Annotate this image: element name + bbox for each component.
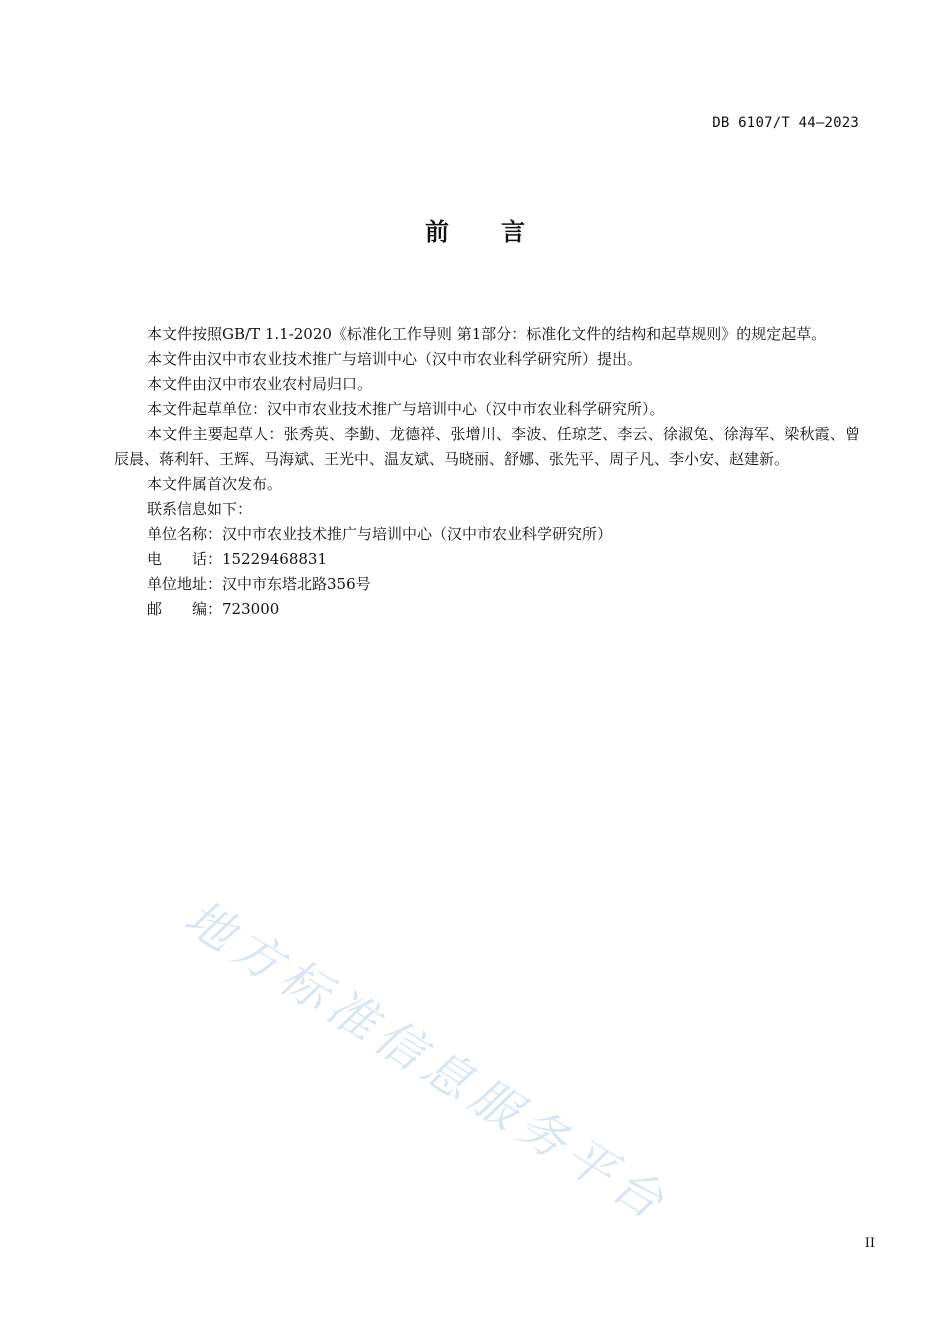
contact-phone-value: 15229468831 [222, 550, 327, 568]
document-code: DB 6107/T 44—2023 [712, 115, 859, 131]
contact-intro: 联系信息如下： [147, 500, 253, 518]
paragraph-first-release: 本文件属首次发布。 [147, 475, 283, 493]
contact-unit-label: 单位名称： [147, 525, 223, 543]
page-title [0, 212, 950, 247]
contact-phone-label: 电 话： [147, 550, 223, 568]
contact-postcode-value: 723000 [222, 600, 280, 618]
contact-postcode [114, 597, 860, 622]
title-char-1: 前 [425, 218, 449, 246]
paragraph-drafters: 本文件主要起草人：张秀英、李勤、龙德祥、张增川、李波、任琼芝、李云、徐淑兔、徐海军、梁秋霞、曾辰晨、蒋利轩、王辉、马海斌、王光中、温友斌、马晓丽、舒娜、张先平、周子凡、李小安、赵建新。 [114, 425, 860, 468]
contact-postcode-label: 邮 编： [147, 600, 223, 618]
contact-address-label: 单位地址： [147, 575, 223, 593]
contact-address-value: 汉中市东塔北路356号 [222, 575, 371, 593]
paragraph-administrator: 本文件由汉中市农业农村局归口。 [147, 375, 373, 393]
contact-unit [114, 522, 860, 547]
paragraph-drafting-unit: 本文件起草单位：汉中市农业技术推广与培训中心（汉中市农业科学研究所）。 [147, 400, 665, 418]
page-number: II [864, 1236, 875, 1251]
watermark: 地方标准信息服务平台 [174, 889, 680, 1234]
contact-unit-value: 汉中市农业技术推广与培训中心（汉中市农业科学研究所） [222, 525, 613, 543]
paragraph-proposer: 本文件由汉中市农业技术推广与培训中心（汉中市农业科学研究所）提出。 [147, 350, 643, 368]
foreword-body [114, 322, 860, 622]
paragraph-standard-basis: 本文件按照GB/T 1.1-2020《标准化工作导则 第1部分：标准化文件的结构和起草规则》的规定起草。 [147, 325, 827, 343]
contact-phone [114, 547, 860, 572]
contact-address [114, 572, 860, 597]
title-char-2: 言 [501, 218, 525, 246]
